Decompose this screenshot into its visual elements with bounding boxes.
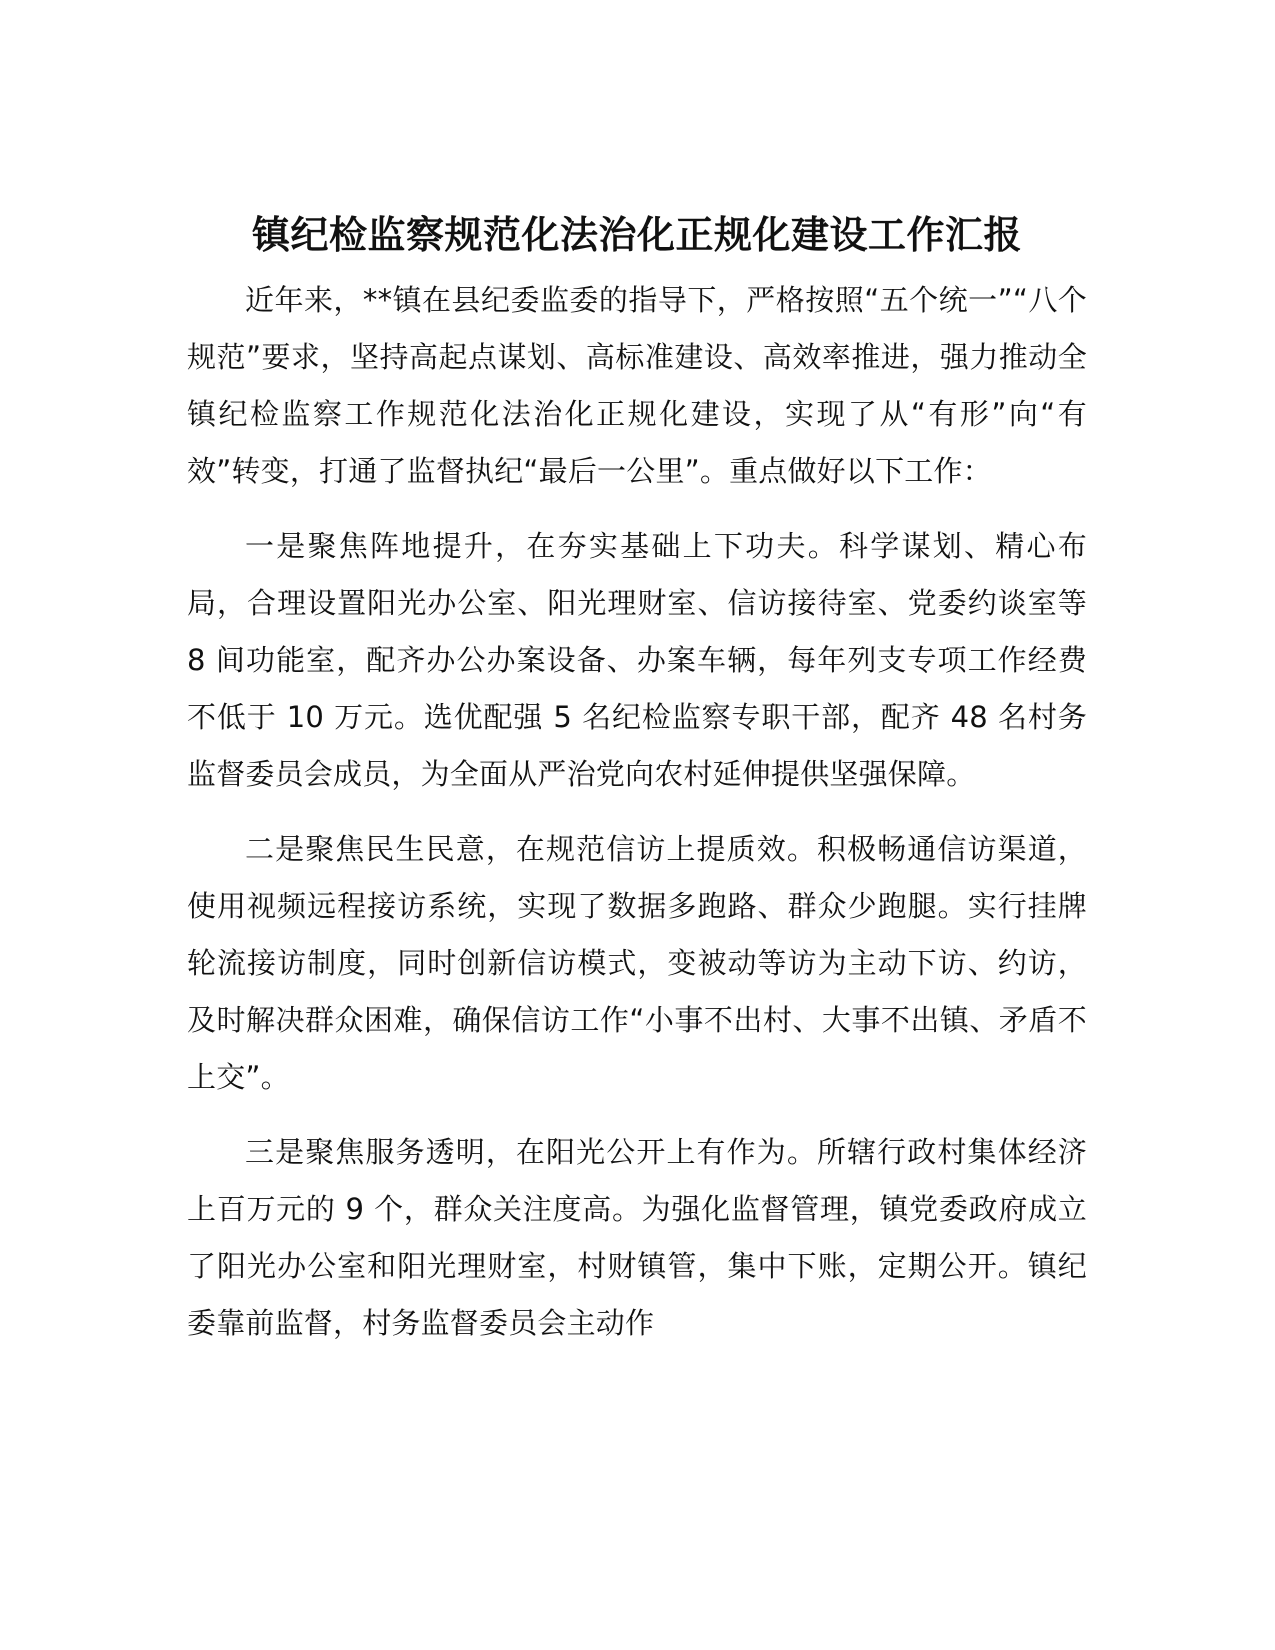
document-title: 镇纪检监察规范化法治化正规化建设工作汇报 [251, 213, 1022, 257]
paragraph-point-one: 一是聚焦阵地提升，在夯实基础上下功夫。科学谋划、精心布局，合理设置阳光办公室、阳光理财室、信访接待室、党委约谈室等 8 间功能室，配齐办公办案设备、办案车辆，每年列支专项工作经费不低于 10 万元。选优配强 5 名纪检监察专职干部，配齐 48 名村务监督委员会成员，为全面从严治党向农村延伸提供坚强保障。 [187, 529, 1087, 791]
paragraph-point-three: 三是聚焦服务透明，在阳光公开上有作为。所辖行政村集体经济上百万元的 9 个，群众关注度高。为强化监督管理，镇党委政府成立了阳光办公室和阳光理财室，村财镇管，集中下账，定期公开。镇纪委靠前监督，村务监督委员会主动作 [187, 1135, 1087, 1340]
paragraph-intro: 近年来，**镇在县纪委监委的指导下，严格按照“五个统一”“八个规范”要求，坚持高起点谋划、高标准建设、高效率推进，强力推动全镇纪检监察工作规范化法治化正规化建设，实现了从“有形”向“有效”转变，打通了监督执纪“最后一公里”。重点做好以下工作： [187, 283, 1087, 488]
document-body [187, 208, 1087, 1370]
paragraph-point-two: 二是聚焦民生民意，在规范信访上提质效。积极畅通信访渠道，使用视频远程接访系统，实现了数据多跑路、群众少跑腿。实行挂牌轮流接访制度，同时创新信访模式，变被动等访为主动下访、约访，及时解决群众困难，确保信访工作“小事不出村、大事不出镇、矛盾不上交”。 [187, 832, 1087, 1094]
